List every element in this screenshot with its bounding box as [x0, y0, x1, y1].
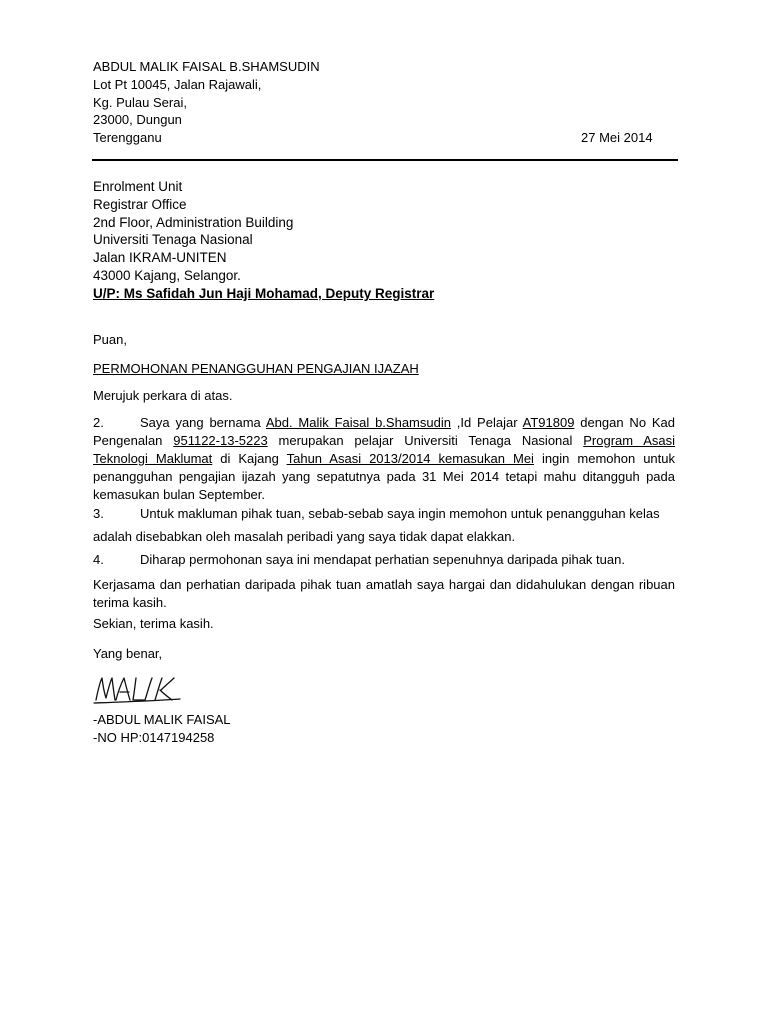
paragraph-4-text: Diharap permohonan saya ini mendapat perhatian sepenuhnya daripada pihak tuan. — [140, 552, 625, 567]
sign-off: Yang benar, — [93, 646, 163, 661]
sender-address-1: Lot Pt 10045, Jalan Rajawali, — [93, 77, 262, 92]
sender-address-2: Kg. Pulau Serai, — [93, 95, 187, 110]
signature-image — [92, 672, 192, 706]
salutation: Puan, — [93, 332, 127, 347]
paragraph-3-line-2: adalah disebabkan oleh masalah peribadi yang saya tidak dapat elakkan. — [93, 529, 516, 544]
paragraph-2-text-2: ,Id Pelajar — [450, 415, 523, 430]
paragraph-3-text-1: Untuk makluman pihak tuan, sebab-sebab saya ingin memohon untuk penangguhan kelas — [140, 506, 660, 521]
paragraph-2-text-6: ingin memohon untuk penangguhan pengajian ijazah yang sepatutnya pada 31 Mei 2014 tetapi mahu ditangguh pada kemasukan bulan September. — [93, 451, 675, 502]
paragraph-3-number: 3. — [93, 506, 104, 521]
header-divider — [92, 159, 678, 161]
reference-line: Merujuk perkara di atas. — [93, 388, 233, 403]
sender-address-4: Terengganu — [93, 130, 162, 145]
paragraph-4-number: 4. — [93, 552, 104, 567]
paragraph-4 — [93, 551, 625, 569]
paragraph-2-text-4: merupakan pelajar Universiti Tenaga Nasional — [267, 433, 584, 448]
signer-phone: -NO HP:0147194258 — [93, 730, 215, 745]
paragraph-2-text-1: Saya yang bernama — [140, 415, 266, 430]
student-id: AT91809 — [522, 415, 575, 430]
program-name: Program Asasi Teknologi Maklumat — [93, 433, 676, 466]
thanks-paragraph: Kerjasama dan perhatian daripada pihak tuan amatlah saya hargai dan didahulukan dengan ribuan terima kasih. — [93, 577, 675, 610]
paragraph-2 — [93, 414, 675, 504]
paragraph-2-text-3: dengan No Kad Pengenalan — [93, 415, 675, 448]
paragraph-2-text-5: di Kajang — [212, 451, 287, 466]
sender-address-3: 23000, Dungun — [93, 112, 182, 127]
subject-line: PERMOHONAN PENANGGUHAN PENGAJIAN IJAZAH — [93, 361, 419, 376]
student-name: Abd. Malik Faisal b.Shamsudin — [265, 415, 451, 430]
attention-line: U/P: Ms Safidah Jun Haji Mohamad, Deputy Registrar — [93, 286, 435, 301]
paragraph-3-line-1 — [93, 505, 660, 523]
paragraph-2-number: 2. — [93, 415, 104, 430]
recipient-line-1: Enrolment Unit — [93, 179, 183, 194]
recipient-line-3: 2nd Floor, Administration Building — [93, 215, 294, 230]
sender-name: ABDUL MALIK FAISAL B.SHAMSUDIN — [93, 59, 320, 74]
ic-number: 951122-13-5223 — [173, 433, 268, 448]
intake-name: Tahun Asasi 2013/2014 kemasukan Mei — [286, 451, 534, 466]
letter-date: 27 Mei 2014 — [581, 130, 653, 145]
signer-name: -ABDUL MALIK FAISAL — [93, 712, 231, 727]
closing-line: Sekian, terima kasih. — [93, 616, 214, 631]
recipient-line-2: Registrar Office — [93, 197, 187, 212]
recipient-line-5: Jalan IKRAM-UNITEN — [93, 250, 227, 265]
recipient-line-4: Universiti Tenaga Nasional — [93, 232, 253, 247]
recipient-line-6: 43000 Kajang, Selangor. — [93, 268, 241, 283]
